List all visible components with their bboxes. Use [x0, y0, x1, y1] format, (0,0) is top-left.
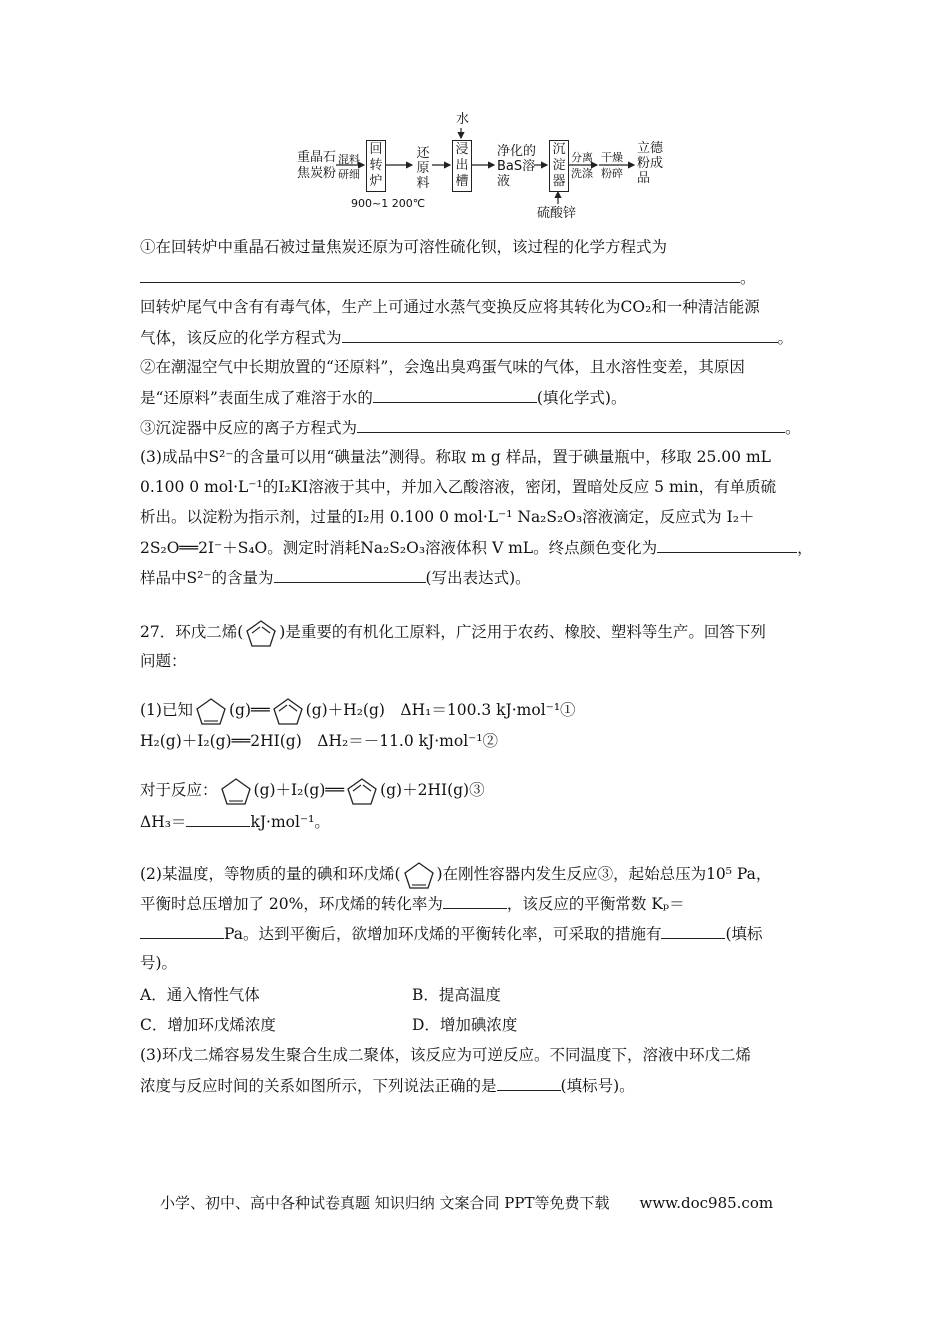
- answer-blank[interactable]: [443, 892, 507, 909]
- answer-blank[interactable]: [342, 326, 778, 343]
- q-line-1: ①在回转炉中重晶石被过量焦炭还原为可溶性硫化钡，该过程的化学方程式为: [140, 238, 668, 256]
- q-line-6: 是“还原料”表面生成了难溶于水的 (填化学式)。: [140, 386, 626, 409]
- flow-sep1: 分离: [571, 151, 593, 164]
- q-line-9: 0.100 0 mol·L⁻¹的I₂KI溶液于其中，并加入乙酸溶液，密闭，置暗处反应 5 min，有单质硫: [140, 478, 777, 496]
- flow-product1: 立德: [637, 141, 664, 156]
- leach-char-2: 出: [455, 158, 469, 173]
- q27-part2-line-1: (2)某温度，等物质的量的碘和环戊烯( )在刚性容器内发生反应③，起始总压为10⁵ Pa，: [140, 860, 771, 890]
- page-footer: 小学、初中、高中各种试卷真题 知识归纳 文案合同 PPT等免费下载 www.doc985.com: [160, 1194, 774, 1212]
- q27-part2-line-3: Pa。达到平衡后，欲增加环戊烯的平衡转化率，可采取的措施有 (填标: [140, 922, 763, 945]
- q-line-10: 析出。以淀粉为指示剂，过量的I₂用 0.100 0 mol·L⁻¹ Na₂S₂O₃溶液滴定，反应式为 I₂＋: [140, 508, 755, 526]
- cyclopentadiene-icon: [344, 776, 380, 806]
- q-line-5: ②在潮湿空气中长期放置的“还原料”，会逸出臭鸡蛋气味的气体，且水溶性变差，其原因: [140, 358, 745, 376]
- flow-dry2: 粉碎: [601, 167, 623, 180]
- q27-part1-line-1: (1)已知 (g)══ (g)＋H₂(g) ΔH₁＝100.3 kJ·mol⁻¹①: [140, 696, 576, 726]
- flow-dry1: 干燥: [601, 151, 623, 164]
- flow-bas1: 净化的: [497, 144, 537, 159]
- q-line-2: 。: [140, 266, 756, 289]
- reduced-char-2: 原: [416, 161, 430, 176]
- flow-bas3: 液: [497, 174, 511, 189]
- flow-arrows: [0, 0, 950, 240]
- flow-sep2: 洗涤: [571, 167, 593, 180]
- furnace-char-3: 炉: [369, 174, 383, 189]
- answer-blank[interactable]: [657, 536, 797, 553]
- leach-char-3: 槽: [455, 174, 469, 189]
- flow-water: 水: [456, 112, 470, 127]
- precip-char-2: 淀: [552, 158, 566, 173]
- cyclopentene-icon: [401, 860, 437, 890]
- furnace-char-1: 回: [369, 142, 383, 157]
- q27-part3-line-1: (3)环戊二烯容易发生聚合生成二聚体，该反应为可逆反应。不同温度下，溶液中环戊二烯: [140, 1046, 751, 1064]
- q27-line-2: 问题：: [140, 652, 187, 670]
- option-a: A．通入惰性气体: [140, 986, 260, 1004]
- flow-mix2: 研细: [338, 168, 360, 181]
- cyclopentene-icon: [193, 696, 229, 726]
- q-line-4: 气体，该反应的化学方程式为 。: [140, 326, 793, 349]
- flow-mix1: 混料: [338, 153, 360, 166]
- answer-blank[interactable]: [661, 922, 725, 939]
- answer-blank[interactable]: [140, 922, 224, 939]
- q-line-11: 2S₂O══2I⁻＋S₄O。测定时消耗Na₂S₂O₃溶液体积 V mL。终点颜色变化为 ，: [140, 536, 813, 559]
- answer-blank[interactable]: [186, 810, 250, 827]
- precip-char-3: 器: [552, 174, 566, 189]
- flow-product2: 粉成: [637, 156, 664, 171]
- q27-part2-line-4: 号)。: [140, 954, 178, 972]
- q27-line-1: 27．环戊二烯( )是重要的有机化工原料，广泛用于农药、橡胶、塑料等生产。回答下列: [140, 618, 766, 648]
- q-line-12: 样品中S²⁻的含量为 (写出表达式)。: [140, 566, 531, 589]
- q-line-8: (3)成品中S²⁻的含量可以用“碘量法”测得。称取 m g 样品，置于碘量瓶中，移取 25.00 mL: [140, 448, 771, 466]
- q27-part1-line-3: 对于反应： (g)＋I₂(g)══ (g)＋2HI(g)③: [140, 776, 485, 806]
- cyclopentene-icon: [218, 776, 254, 806]
- answer-blank[interactable]: [357, 416, 785, 433]
- leach-char-1: 浸: [455, 142, 469, 157]
- flow-bas2: BaS溶: [497, 159, 536, 174]
- q-line-7: ③沉淀器中反应的离子方程式为 。: [140, 416, 801, 439]
- answer-blank[interactable]: [274, 566, 426, 583]
- cyclopentadiene-icon: [270, 696, 306, 726]
- cyclopentadiene-icon: [243, 618, 279, 648]
- q27-part1-line-4: ΔH₃＝ kJ·mol⁻¹。: [140, 810, 330, 833]
- q27-part2-line-2: 平衡时总压增加了 20%，环戊烯的转化率为 ，该反应的平衡常数 Kₚ＝: [140, 892, 685, 915]
- reduced-char-1: 还: [416, 146, 430, 161]
- flow-product3: 品: [637, 171, 651, 186]
- flow-input2: 焦炭粉: [297, 166, 337, 181]
- option-c: C．增加环戊烯浓度: [140, 1016, 276, 1034]
- q27-part1-line-2: H₂(g)＋I₂(g)══2HI(g) ΔH₂＝－11.0 kJ·mol⁻¹②: [140, 732, 499, 750]
- reduced-char-3: 料: [416, 176, 430, 191]
- precip-char-1: 沉: [552, 142, 566, 157]
- furnace-char-2: 转: [369, 158, 383, 173]
- option-b: B．提高温度: [412, 986, 501, 1004]
- answer-blank[interactable]: [497, 1074, 561, 1091]
- flow-zinc: 硫酸锌: [537, 206, 577, 221]
- q-line-3: 回转炉尾气中含有有毒气体，生产上可通过水蒸气变换反应将其转化为CO₂和一种清洁能源: [140, 298, 760, 316]
- q27-part3-line-2: 浓度与反应时间的关系如图所示，下列说法正确的是 (填标号)。: [140, 1074, 635, 1097]
- answer-blank[interactable]: [373, 386, 537, 403]
- flow-input1: 重晶石: [297, 150, 337, 165]
- option-d: D．增加碘浓度: [412, 1016, 518, 1034]
- answer-blank[interactable]: [140, 266, 740, 283]
- flow-temp: 900~1 200℃: [351, 197, 426, 210]
